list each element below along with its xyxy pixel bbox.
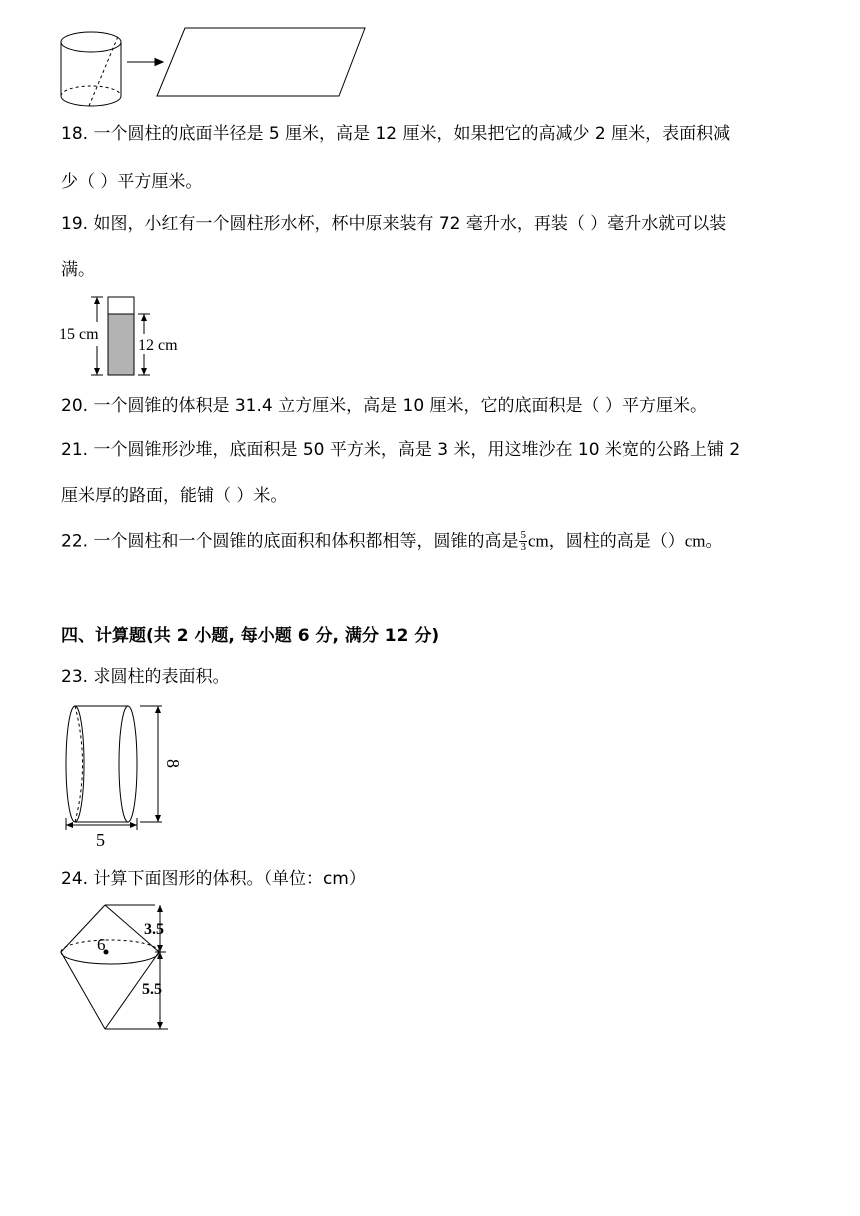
cup-figure	[58, 294, 198, 378]
radius-label: 6	[97, 935, 106, 954]
question-18-line2: 少（ ）平方厘米。	[61, 172, 203, 192]
fraction-numerator: 5	[520, 529, 526, 541]
cylinder-unroll-figure	[55, 20, 375, 112]
arrow-right-icon	[127, 59, 163, 66]
question-18-line1: 18. 一个圆柱的底面半径是 5 厘米，高是 12 厘米，如果把它的高减少 2 厘米，表面积减	[61, 124, 731, 144]
cup-water-label: 12 cm	[138, 337, 178, 354]
question-19-line1: 19. 如图，小红有一个圆柱形水杯，杯中原来装有 72 毫升水，再装（ ）毫升水就可以装	[61, 214, 727, 234]
question-23: 23. 求圆柱的表面积。	[61, 667, 230, 687]
width-dimension	[66, 818, 137, 830]
top-height-label: 3.5	[144, 921, 164, 938]
question-22-suffix: cm，圆柱的高是（）cm。	[527, 531, 723, 551]
cylinder-drawing	[61, 32, 121, 106]
question-21-line1: 21. 一个圆锥形沙堆，底面积是 50 平方米，高是 3 米，用这堆沙在 10 米宽的公路上铺 2	[61, 440, 741, 460]
question-20: 20. 一个圆锥的体积是 31.4 立方厘米，高是 10 厘米，它的底面积是（ ）平方厘米。	[61, 396, 707, 416]
left-end-ellipse	[66, 706, 84, 822]
bottom-height-label: 5.5	[142, 981, 162, 998]
question-22-prefix: 22. 一个圆柱和一个圆锥的底面积和体积都相等，圆锥的高是	[61, 531, 519, 552]
question-19-line2: 满。	[61, 260, 95, 280]
question-24: 24. 计算下面图形的体积。（单位：cm）	[61, 869, 366, 889]
question-22	[61, 530, 723, 553]
height-dimension	[140, 706, 162, 822]
question-21-line2: 厘米厚的路面，能铺（ ）米。	[61, 486, 288, 506]
fraction-five-thirds	[519, 530, 527, 553]
cylinder-23-figure	[58, 700, 188, 852]
cup-water	[108, 314, 134, 375]
right-end-ellipse	[119, 706, 137, 822]
fraction-denominator: 3	[520, 541, 526, 553]
cup-total-label: 15 cm	[59, 326, 99, 343]
parallelogram-shape	[157, 28, 365, 96]
width-label: 5	[96, 830, 105, 850]
section-4-heading: 四、计算题(共 2 小题, 每小题 6 分, 满分 12 分)	[61, 626, 440, 646]
double-cone-24-figure	[56, 900, 186, 1036]
height-label: 8	[163, 759, 183, 768]
